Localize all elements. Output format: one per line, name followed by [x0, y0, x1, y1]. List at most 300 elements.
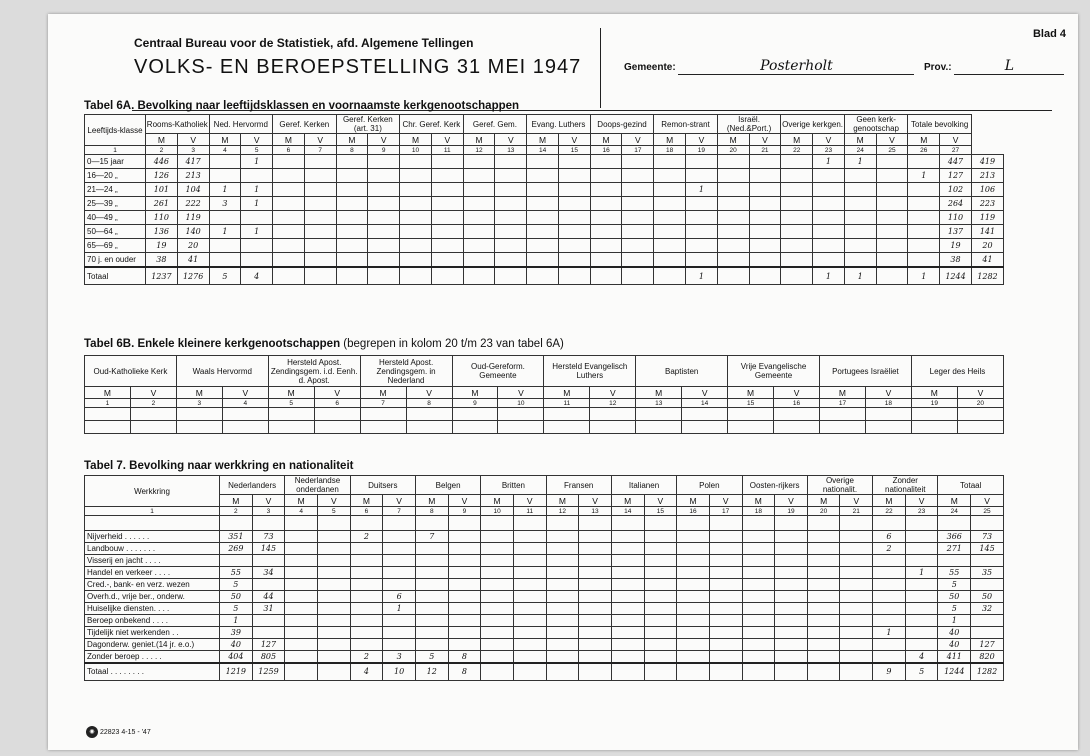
value-cell: [971, 626, 1004, 638]
value-cell: [873, 555, 906, 567]
value-cell: [304, 211, 336, 225]
value-cell: 351: [220, 531, 253, 543]
value-cell: [241, 211, 273, 225]
value-cell: [654, 197, 686, 211]
value-cell: [636, 408, 682, 421]
value-cell: [709, 566, 742, 578]
value-cell: [415, 614, 448, 626]
column-number: 22: [781, 146, 813, 155]
value-cell: [431, 239, 463, 253]
value-cell: [314, 421, 360, 434]
total-cell: 4: [241, 267, 273, 285]
column-number: 26: [908, 146, 940, 155]
value-cell: [350, 602, 383, 614]
werkkring-header: Werkkring: [85, 476, 220, 507]
value-cell: [463, 155, 495, 169]
value-cell: [677, 566, 710, 578]
value-cell: [130, 421, 176, 434]
value-cell: [448, 531, 481, 543]
value-cell: [957, 421, 1003, 434]
value-cell: 264: [940, 197, 972, 211]
value-cell: [579, 555, 612, 567]
group-header: Geref. Kerken (art. 31): [336, 115, 400, 134]
value-cell: 50: [220, 590, 253, 602]
value-cell: [544, 421, 590, 434]
gemeente-value: Posterholt: [678, 58, 914, 75]
total-cell: [590, 267, 622, 285]
column-number: 23: [813, 146, 845, 155]
value-cell: 19: [146, 239, 178, 253]
value-cell: [448, 614, 481, 626]
m-header: M: [873, 495, 906, 507]
value-cell: [448, 555, 481, 567]
value-cell: [865, 408, 911, 421]
column-number: 9: [368, 146, 400, 155]
group-header: Oosten-rijkers: [742, 476, 807, 495]
value-cell: [431, 197, 463, 211]
value-cell: [579, 543, 612, 555]
column-number: 16: [590, 146, 622, 155]
value-cell: [644, 638, 677, 650]
value-cell: [686, 253, 718, 268]
value-cell: [654, 155, 686, 169]
value-cell: [463, 197, 495, 211]
value-cell: [742, 555, 775, 567]
value-cell: [742, 602, 775, 614]
value-cell: [611, 638, 644, 650]
value-cell: 419: [971, 155, 1003, 169]
value-cell: [209, 155, 241, 169]
total-cell: [677, 663, 710, 681]
value-cell: [742, 650, 775, 663]
value-cell: [350, 614, 383, 626]
m-header: M: [481, 495, 514, 507]
group-header: Waals Hervormd: [176, 356, 268, 387]
value-cell: 20: [177, 239, 209, 253]
value-cell: 271: [938, 543, 971, 555]
m-header: M: [742, 495, 775, 507]
value-cell: [807, 578, 840, 590]
value-cell: 126: [146, 169, 178, 183]
value-cell: 805: [252, 650, 285, 663]
value-cell: 213: [177, 169, 209, 183]
value-cell: [406, 408, 452, 421]
column-number: 15: [728, 399, 774, 408]
v-header: V: [682, 387, 728, 399]
total-cell: [304, 267, 336, 285]
value-cell: [546, 531, 579, 543]
value-cell: [481, 638, 514, 650]
value-cell: [644, 578, 677, 590]
value-cell: [273, 169, 305, 183]
group-header: Polen: [677, 476, 742, 495]
value-cell: [644, 566, 677, 578]
value-cell: [971, 516, 1004, 531]
value-cell: [775, 614, 808, 626]
value-cell: [495, 155, 527, 169]
m-header: M: [590, 134, 622, 146]
value-cell: [544, 408, 590, 421]
value-cell: [622, 225, 654, 239]
value-cell: [844, 197, 876, 211]
value-cell: [558, 253, 590, 268]
value-cell: 102: [940, 183, 972, 197]
value-cell: [336, 211, 368, 225]
value-cell: [820, 421, 866, 434]
table-6a-number: Tabel 6A.: [84, 100, 135, 112]
value-cell: [350, 555, 383, 567]
value-cell: 50: [971, 590, 1004, 602]
value-cell: [558, 155, 590, 169]
value-cell: [285, 516, 318, 531]
value-cell: [285, 650, 318, 663]
total-cell: 1: [908, 267, 940, 285]
value-cell: [622, 211, 654, 225]
value-cell: [905, 578, 938, 590]
value-cell: [873, 614, 906, 626]
value-cell: [317, 578, 350, 590]
value-cell: [252, 516, 285, 531]
value-cell: [717, 169, 749, 183]
table-7-title: [84, 460, 353, 472]
value-cell: 101: [146, 183, 178, 197]
value-cell: [431, 155, 463, 169]
value-cell: [336, 253, 368, 268]
value-cell: [873, 566, 906, 578]
column-number: 3: [176, 399, 222, 408]
m-header: M: [844, 134, 876, 146]
value-cell: 127: [971, 638, 1004, 650]
value-cell: [448, 602, 481, 614]
age-label: 70 j. en ouder: [85, 253, 146, 268]
total-cell: [513, 663, 546, 681]
value-cell: 447: [940, 155, 972, 169]
value-cell: [876, 155, 908, 169]
value-cell: [644, 650, 677, 663]
value-cell: 820: [971, 650, 1004, 663]
value-cell: [368, 169, 400, 183]
v-header: V: [495, 134, 527, 146]
header-row: [85, 115, 1004, 134]
value-cell: [209, 253, 241, 268]
value-cell: [911, 421, 957, 434]
total-cell: 5: [905, 663, 938, 681]
value-cell: [273, 183, 305, 197]
value-cell: [513, 638, 546, 650]
group-header: Belgen: [415, 476, 480, 495]
value-cell: [336, 197, 368, 211]
v-header: V: [813, 134, 845, 146]
value-cell: 38: [146, 253, 178, 268]
value-cell: [336, 239, 368, 253]
value-cell: [546, 555, 579, 567]
column-number: 22: [873, 507, 906, 516]
value-cell: [252, 614, 285, 626]
value-cell: [677, 638, 710, 650]
group-header: Hersteld Apost. Zendingsgem. i.d. Eenh. d. Apost.: [268, 356, 360, 387]
werkkring-row: [85, 650, 1004, 663]
column-number: 2: [220, 507, 253, 516]
value-cell: [463, 253, 495, 268]
column-number: 3: [252, 507, 285, 516]
werkkring-row: [85, 531, 1004, 543]
column-number: 10: [400, 146, 432, 155]
group-header: Totaal: [938, 476, 1004, 495]
total-cell: 4: [350, 663, 383, 681]
column-number: 12: [546, 507, 579, 516]
value-cell: [527, 183, 559, 197]
value-cell: 269: [220, 543, 253, 555]
total-label: Totaal . . . . . . . .: [85, 663, 220, 681]
value-cell: [350, 578, 383, 590]
value-cell: [807, 626, 840, 638]
m-header: M: [85, 387, 131, 399]
value-cell: [622, 253, 654, 268]
bureau-name: Centraal Bureau voor de Statistiek, afd. Algemene Tellingen: [134, 36, 474, 50]
v-header: V: [622, 134, 654, 146]
value-cell: [775, 516, 808, 531]
value-cell: 6: [383, 590, 416, 602]
value-cell: [709, 516, 742, 531]
value-cell: [285, 555, 318, 567]
value-cell: [85, 408, 131, 421]
value-cell: [905, 543, 938, 555]
value-cell: [546, 578, 579, 590]
value-cell: [360, 421, 406, 434]
value-cell: [728, 408, 774, 421]
value-cell: [590, 239, 622, 253]
value-cell: [742, 531, 775, 543]
value-cell: [481, 590, 514, 602]
age-class-header: Leeftijds-klasse: [85, 115, 146, 146]
werkkring-row: [85, 590, 1004, 602]
value-cell: [749, 253, 781, 268]
werkkring-label: Nijverheid . . . . . .: [85, 531, 220, 543]
value-cell: [415, 638, 448, 650]
value-cell: [481, 650, 514, 663]
v-header: V: [686, 134, 718, 146]
value-cell: [431, 211, 463, 225]
value-cell: [709, 602, 742, 614]
value-cell: [971, 555, 1004, 567]
value-cell: [908, 239, 940, 253]
value-cell: [285, 614, 318, 626]
group-header: Italianen: [611, 476, 676, 495]
value-cell: [622, 197, 654, 211]
total-cell: [709, 663, 742, 681]
value-cell: [220, 516, 253, 531]
value-cell: [709, 626, 742, 638]
value-cell: [865, 421, 911, 434]
age-row: [85, 183, 1004, 197]
value-cell: [546, 602, 579, 614]
total-cell: [840, 663, 873, 681]
value-cell: [317, 516, 350, 531]
age-row: [85, 169, 1004, 183]
value-cell: [876, 169, 908, 183]
value-cell: [222, 421, 268, 434]
total-cell: [876, 267, 908, 285]
value-cell: 55: [938, 566, 971, 578]
group-header: Geen kerk-genootschap: [844, 115, 908, 134]
value-cell: [775, 578, 808, 590]
value-cell: [742, 578, 775, 590]
value-cell: [527, 169, 559, 183]
value-cell: [938, 516, 971, 531]
column-number: 9: [452, 399, 498, 408]
form-title: VOLKS- EN BEROEPSTELLING 31 MEI 1947: [134, 56, 582, 78]
value-cell: [273, 239, 305, 253]
value-cell: [905, 516, 938, 531]
column-number: 7: [360, 399, 406, 408]
value-cell: [590, 155, 622, 169]
value-cell: [840, 516, 873, 531]
value-cell: 3: [383, 650, 416, 663]
column-number: 19: [686, 146, 718, 155]
value-cell: [905, 614, 938, 626]
value-cell: [873, 638, 906, 650]
value-cell: [481, 614, 514, 626]
column-number: 8: [406, 399, 452, 408]
v-header: V: [222, 387, 268, 399]
column-number: 8: [415, 507, 448, 516]
print-code: [86, 726, 151, 738]
value-cell: [654, 225, 686, 239]
werkkring-label: Overh.d., vrije ber., onderw.: [85, 590, 220, 602]
value-cell: [686, 155, 718, 169]
value-cell: [304, 169, 336, 183]
value-cell: [368, 225, 400, 239]
value-cell: 137: [940, 225, 972, 239]
value-cell: 44: [252, 590, 285, 602]
column-number: 4: [285, 507, 318, 516]
value-cell: [350, 516, 383, 531]
value-cell: [611, 626, 644, 638]
value-cell: [400, 225, 432, 239]
column-number: 24: [938, 507, 971, 516]
value-cell: [876, 239, 908, 253]
value-cell: [644, 531, 677, 543]
column-number: 17: [709, 507, 742, 516]
v-header: V: [317, 495, 350, 507]
value-cell: [383, 638, 416, 650]
value-cell: [546, 516, 579, 531]
value-cell: [905, 531, 938, 543]
value-cell: [749, 169, 781, 183]
value-cell: [314, 408, 360, 421]
table-6a-subtitle: Bevolking naar leeftijdsklassen en voornaamste kerkgenootschappen: [137, 100, 520, 112]
value-cell: 110: [146, 211, 178, 225]
value-cell: [400, 197, 432, 211]
value-cell: [654, 183, 686, 197]
value-cell: [717, 155, 749, 169]
value-cell: [448, 638, 481, 650]
value-cell: [709, 531, 742, 543]
column-number: 4: [222, 399, 268, 408]
column-number: 10: [498, 399, 544, 408]
value-cell: [905, 590, 938, 602]
value-cell: [590, 197, 622, 211]
value-cell: [807, 555, 840, 567]
v-header: V: [957, 387, 1003, 399]
group-header: Zonder nationaliteit: [873, 476, 938, 495]
value-cell: [742, 543, 775, 555]
value-cell: [677, 531, 710, 543]
value-cell: [807, 543, 840, 555]
age-label: 50—64 „: [85, 225, 146, 239]
v-header: V: [840, 495, 873, 507]
column-number: 10: [481, 507, 514, 516]
group-header: Nederlanders: [220, 476, 285, 495]
value-cell: 127: [940, 169, 972, 183]
group-header: Vrije Evangelische Gemeente: [728, 356, 820, 387]
value-cell: [317, 531, 350, 543]
mv-row: [85, 387, 1004, 399]
total-cell: 1282: [971, 267, 1003, 285]
age-label: 65—69 „: [85, 239, 146, 253]
value-cell: [677, 626, 710, 638]
value-cell: [840, 650, 873, 663]
column-number: 8: [336, 146, 368, 155]
value-cell: [590, 421, 636, 434]
v-header: V: [130, 387, 176, 399]
age-row: [85, 225, 1004, 239]
table-7-subtitle: Bevolking naar werkkring en nationaliteit: [129, 460, 354, 472]
value-cell: [273, 225, 305, 239]
value-cell: [749, 211, 781, 225]
value-cell: [813, 253, 845, 268]
value-cell: [840, 590, 873, 602]
age-row: [85, 211, 1004, 225]
value-cell: [873, 590, 906, 602]
total-cell: [481, 663, 514, 681]
value-cell: [85, 516, 220, 531]
value-cell: 1: [209, 183, 241, 197]
column-number: 24: [844, 146, 876, 155]
value-cell: [241, 253, 273, 268]
total-cell: 1: [813, 267, 845, 285]
m-header: M: [544, 387, 590, 399]
value-cell: [749, 183, 781, 197]
table-6b-note: (begrepen in kolom 20 t/m 23 van tabel 6A): [343, 338, 564, 350]
value-cell: [840, 638, 873, 650]
value-cell: 3: [209, 197, 241, 211]
value-cell: [807, 566, 840, 578]
value-cell: [622, 155, 654, 169]
value-cell: [876, 225, 908, 239]
value-cell: [677, 555, 710, 567]
value-cell: [682, 421, 728, 434]
age-row: [85, 197, 1004, 211]
group-header: Geref. Gem.: [463, 115, 527, 134]
m-header: M: [717, 134, 749, 146]
value-cell: 34: [252, 566, 285, 578]
value-cell: [383, 578, 416, 590]
m-header: M: [400, 134, 432, 146]
column-number: 5: [241, 146, 273, 155]
column-number: 2: [130, 399, 176, 408]
gemeente-field: [624, 58, 914, 75]
value-cell: 32: [971, 602, 1004, 614]
group-header: Portugees Israëliet: [820, 356, 912, 387]
m-header: M: [636, 387, 682, 399]
value-cell: [579, 614, 612, 626]
value-cell: [971, 578, 1004, 590]
column-number: 6: [273, 146, 305, 155]
value-cell: [383, 555, 416, 567]
value-cell: [820, 408, 866, 421]
value-cell: [686, 211, 718, 225]
